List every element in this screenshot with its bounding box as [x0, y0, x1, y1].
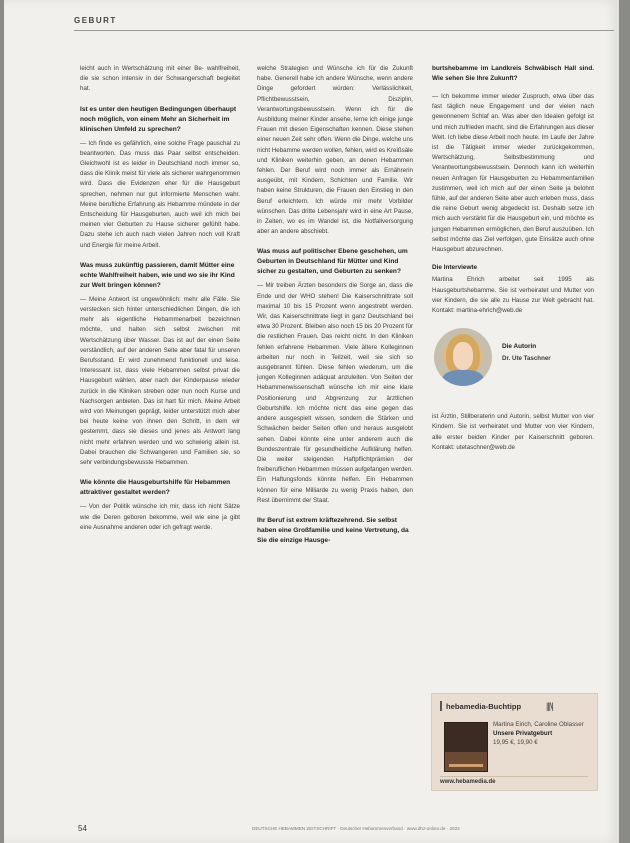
book-price: 19,95 €, 19,90 € — [493, 739, 538, 746]
magazine-page — [4, 0, 619, 843]
question-heading: Wie könnte die Hausgeburtshilfe für Hebammen attraktiver gestaltet werden? — [80, 479, 231, 497]
question-heading: burtshebamme im Landkreis Schwäbisch Hall sind. Wie sehen Sie Ihre Zukunft? — [432, 65, 594, 82]
answer-paragraph: — Ich bekomme immer wieder Zuspruch, etwa über das fast täglich neue Engagement und der vielen nach gewonnenem Schlaf an. Was aber den Idealen gefolgt ist und mich zufrieden macht, sind die Erfahrungen aus dieser Welt. Ich liebe diese Arbeit noch heute. Im Laufe der Jahre ist die Tätigkeit immer wieder zurückgekommen, Wertschätzung, Selbstbestimmung und Verantwortungsbewusstsein. Dennoch kann ich weiterhin neuen Anfragen für Hausgeburten zu Hebammenfamilien zustimmen, weil ich mich auf der einen Seite ja belohnt fühle, auf der anderen Seite aber auch erleben muss, dass die reine Geburt wenig abgedeckt ist. Deshalb setze ich mich auch verstärkt für die Hausgeburt ein, und möchte es jungen Hebammen ermöglichen, den Beruf auszuüben. Ich selbst möchte das Ziel verfolgen, gute Einsätze auch ohne Hausgeburt abzurechnen. — [432, 93, 594, 254]
author-block — [432, 324, 594, 412]
paragraph: leicht auch in Wertschätzung mit einer Be- wahlfreiheit, die sie schon intensiv in der Schwangerschaft begleitet hat. — [80, 65, 240, 93]
author-title: Die Autorin — [502, 343, 537, 351]
header-rule — [74, 30, 614, 31]
interviewee-title: Die Interviewte — [432, 264, 478, 272]
book-info — [493, 720, 591, 747]
author-intro — [502, 334, 594, 364]
author-text: ist Ärztin, Stillberaterin und Autorin, selbst Mutter von vier Kindern. Sie ist verheiratet und Mutter von vier Kindern, alle erster beiden Kinder per Kaiserschnitt geboren. Kontakt: utetaschner@web.de — [432, 413, 594, 451]
book-link[interactable]: www.hebamedia.de — [440, 776, 588, 785]
column-1 — [80, 64, 240, 541]
paragraph: welche Strategien und Wünsche ich für die Zukunft habe. Generell habe ich andere Wünsche, wenn andere Dinge gefordert würden: Verlässlichkeit, Pflichtbewusstsein, Disziplin, Verantwortungsbewusstsein. Wenn ich für die Ausbildung meiner Kinder ansehe, lerne ich einige junge Frauen mit diesen Eigenschaften kennen. Diese stehen einer neuen Zeit sehr offen. Wenn die Dinge, welche uns nicht Hebamme werden wollen, fehlen, wird es Kreißsäle und Kliniken weiterhin geben, an denen Hebammen fehlen. Der Beruf wird noch immer als Ernährerin ausgeübt, mit Kindern, Schichten und Familie. Wir haben keine Strukturen, die Frauen den Einstieg in den Beruf erleichtern. Ich würde mir mehr Vorbilder wünschen. Das dritte Lebensjahr wird in eine Art Pause, in Zeiten, wo es im Wandel ist, die Notfallversorgung aber an andere abschiebt. — [257, 65, 413, 236]
book-tip-box — [431, 693, 598, 791]
column-2 — [257, 64, 413, 550]
author-photo — [434, 328, 492, 386]
answer-paragraph: — Meine Antwort ist ungewöhnlich: mehr alle Fälle. Sie verstecken sich hinter unterschiedlichen Dingen, die ich mehr als eigentliche Hebammenarbeit bezeichnen möchte, und halten sich selbst zwischen mit Wertschätzung über Wasser. Das ist auf der einen Seite verständlich, auf der anderen Seite aber fatal für unseren Berufsstand. Er wird zunehmend funktionell und leise. Interessant ist, dass viele Hebammen selbst privat die Hausgeburt wählen, aber nach der Kinderpause wieder zurück in die Kliniken streben oder nun noch Kurse und Nachsorgen anbieten. Das ist hart für mich. Meine Arbeit wird von Meinungen geprägt, leider unterstützt mich aber bei heute keine von ihnen den Schritt, in dem wir gestemmt, dass sie dieses und jenes als Antwort lang nicht mehr erfahren werden und wo schwierig allein ist. Dabei brauchen die Schwangeren und Familien sie, so sehr verbindungsbewusste Hebammen. — [80, 295, 240, 467]
question-heading: Was muss auf politischer Ebene geschehen, um Geburten in Deutschland für Mütter und Kind sicher zu gestalten, und Geburten zu senken? — [257, 248, 408, 276]
books-icon: |||\| — [546, 701, 553, 711]
page-number: 54 — [78, 824, 87, 833]
question-heading: Was muss zukünftig passieren, damit Mütter eine echte Wahlfreiheit haben, wie und wo sie ihr Kind zur Welt bringen können? — [80, 261, 235, 289]
book-cover-image — [444, 722, 488, 772]
question-heading: Ihr Beruf ist extrem kräftezehrend. Sie selbst haben eine Großfamilie und keine Vertretung, da Sie die einzige Hausge- — [257, 516, 409, 544]
author-name: Dr. Ute Taschner — [502, 355, 551, 363]
column-3 — [432, 64, 594, 461]
footer-line: DEUTSCHE HEBAMMEN ZEITSCHRIFT · Deutscher Hebammenverband · www.dhz-online.de · 2022 — [252, 826, 460, 831]
book-tip-title: hebamedia-Buchtipp — [440, 701, 521, 711]
answer-paragraph: — Mir treiben Ärzten besonders die Sorge an, dass die Ende und der WHO stehen! Die Kaiserschnittrate soll maximal 10 bis 15 Prozent wenn angestrebt werden. Wir, das Kaiserschnittrate liegt in ganz Deutschland bei etwa 30 Prozent. Bleiben also noch 15 bis 20 Prozent für die restlichen Frauen. Das reicht nicht. In den Kliniken fehlen erfahrene Hebammen. Viele ältere Kolleginnen arbeiten nur noch in Teilzeit, weil sie sich so ausgebrannt fühlen. Diese fehlen wiederum, um die jungen Kolleginnen adäquat anzuleiten. Von Seiten der Hebammenwissenschaft wünsche ich mir eine klare Positionierung und Abgrenzung zur ärztlichen Geburtshilfe. Ich möchte nicht das eine gegen das andere ausgespielt wissen, sondern die Stärken und Schwächen beider Seiten offen und heraus ausgelobt sehen. Dabei könnte eine unter anderem auch die Bundeszentrale für gesundheitliche Aufklärung helfen. Die weiter steigenden Haftpflichtprämien der freiberuflichen Hebammen müssen aufgefangen werden. Ein Haftungsfonds könnte helfen. Ein Hebammen können für eine Milliarde zu wenig Praxis haben, den Rest übernimmt der Staat. — [257, 282, 413, 504]
answer-paragraph: — Ich finde es gefährlich, eine solche Frage pauschal zu beantworten. Das muss das Paar selbst entscheiden. Gleichwohl ist es leider in Deutschland noch immer so, dass die Klinik meist für viele als sicherer wahrgenommen wird. Dass die Evidenzen eher für die Hausgeburt sprechen, nehmen nur gut informierte Menschen wahr. Meine berufliche Erfahrung als Hebamme mündete in der Entscheidung für Hausgeburten, auch weil ich mich bei meinen vier Geburten zu Hause sicherer gefühlt habe. Dazu stehe ich auch nach vielen Jahren noch voll Kraft und Energie für meine Arbeit. — [80, 139, 240, 249]
answer-paragraph: — Von der Politik wünsche ich mir, dass ich nicht Sätze wie die Deren geboren bekomme, weil wie eine ja gibt eine Ausnahme anderen oder ich gefragt werde. — [80, 503, 240, 531]
interviewee-text: Martina Ehrich arbeitet seit 1995 als Hausgeburtshebamme. Sie ist verheiratet und Mutter von vier Kindern, die sie alle zu Hause zur Welt gebracht hat. Kontakt: martina-ehrich@web.de — [432, 276, 594, 315]
book-authors: Martina Eirich, Caroline Oblasser — [493, 721, 584, 728]
question-heading: Ist es unter den heutigen Bedingungen überhaupt noch möglich, von einem Mehr an Sicherheit im klinischen Umfeld zu sprechen? — [80, 105, 237, 133]
section-label: GEBURT — [74, 16, 117, 25]
book-title: Unsere Privatgeburt — [493, 730, 553, 737]
